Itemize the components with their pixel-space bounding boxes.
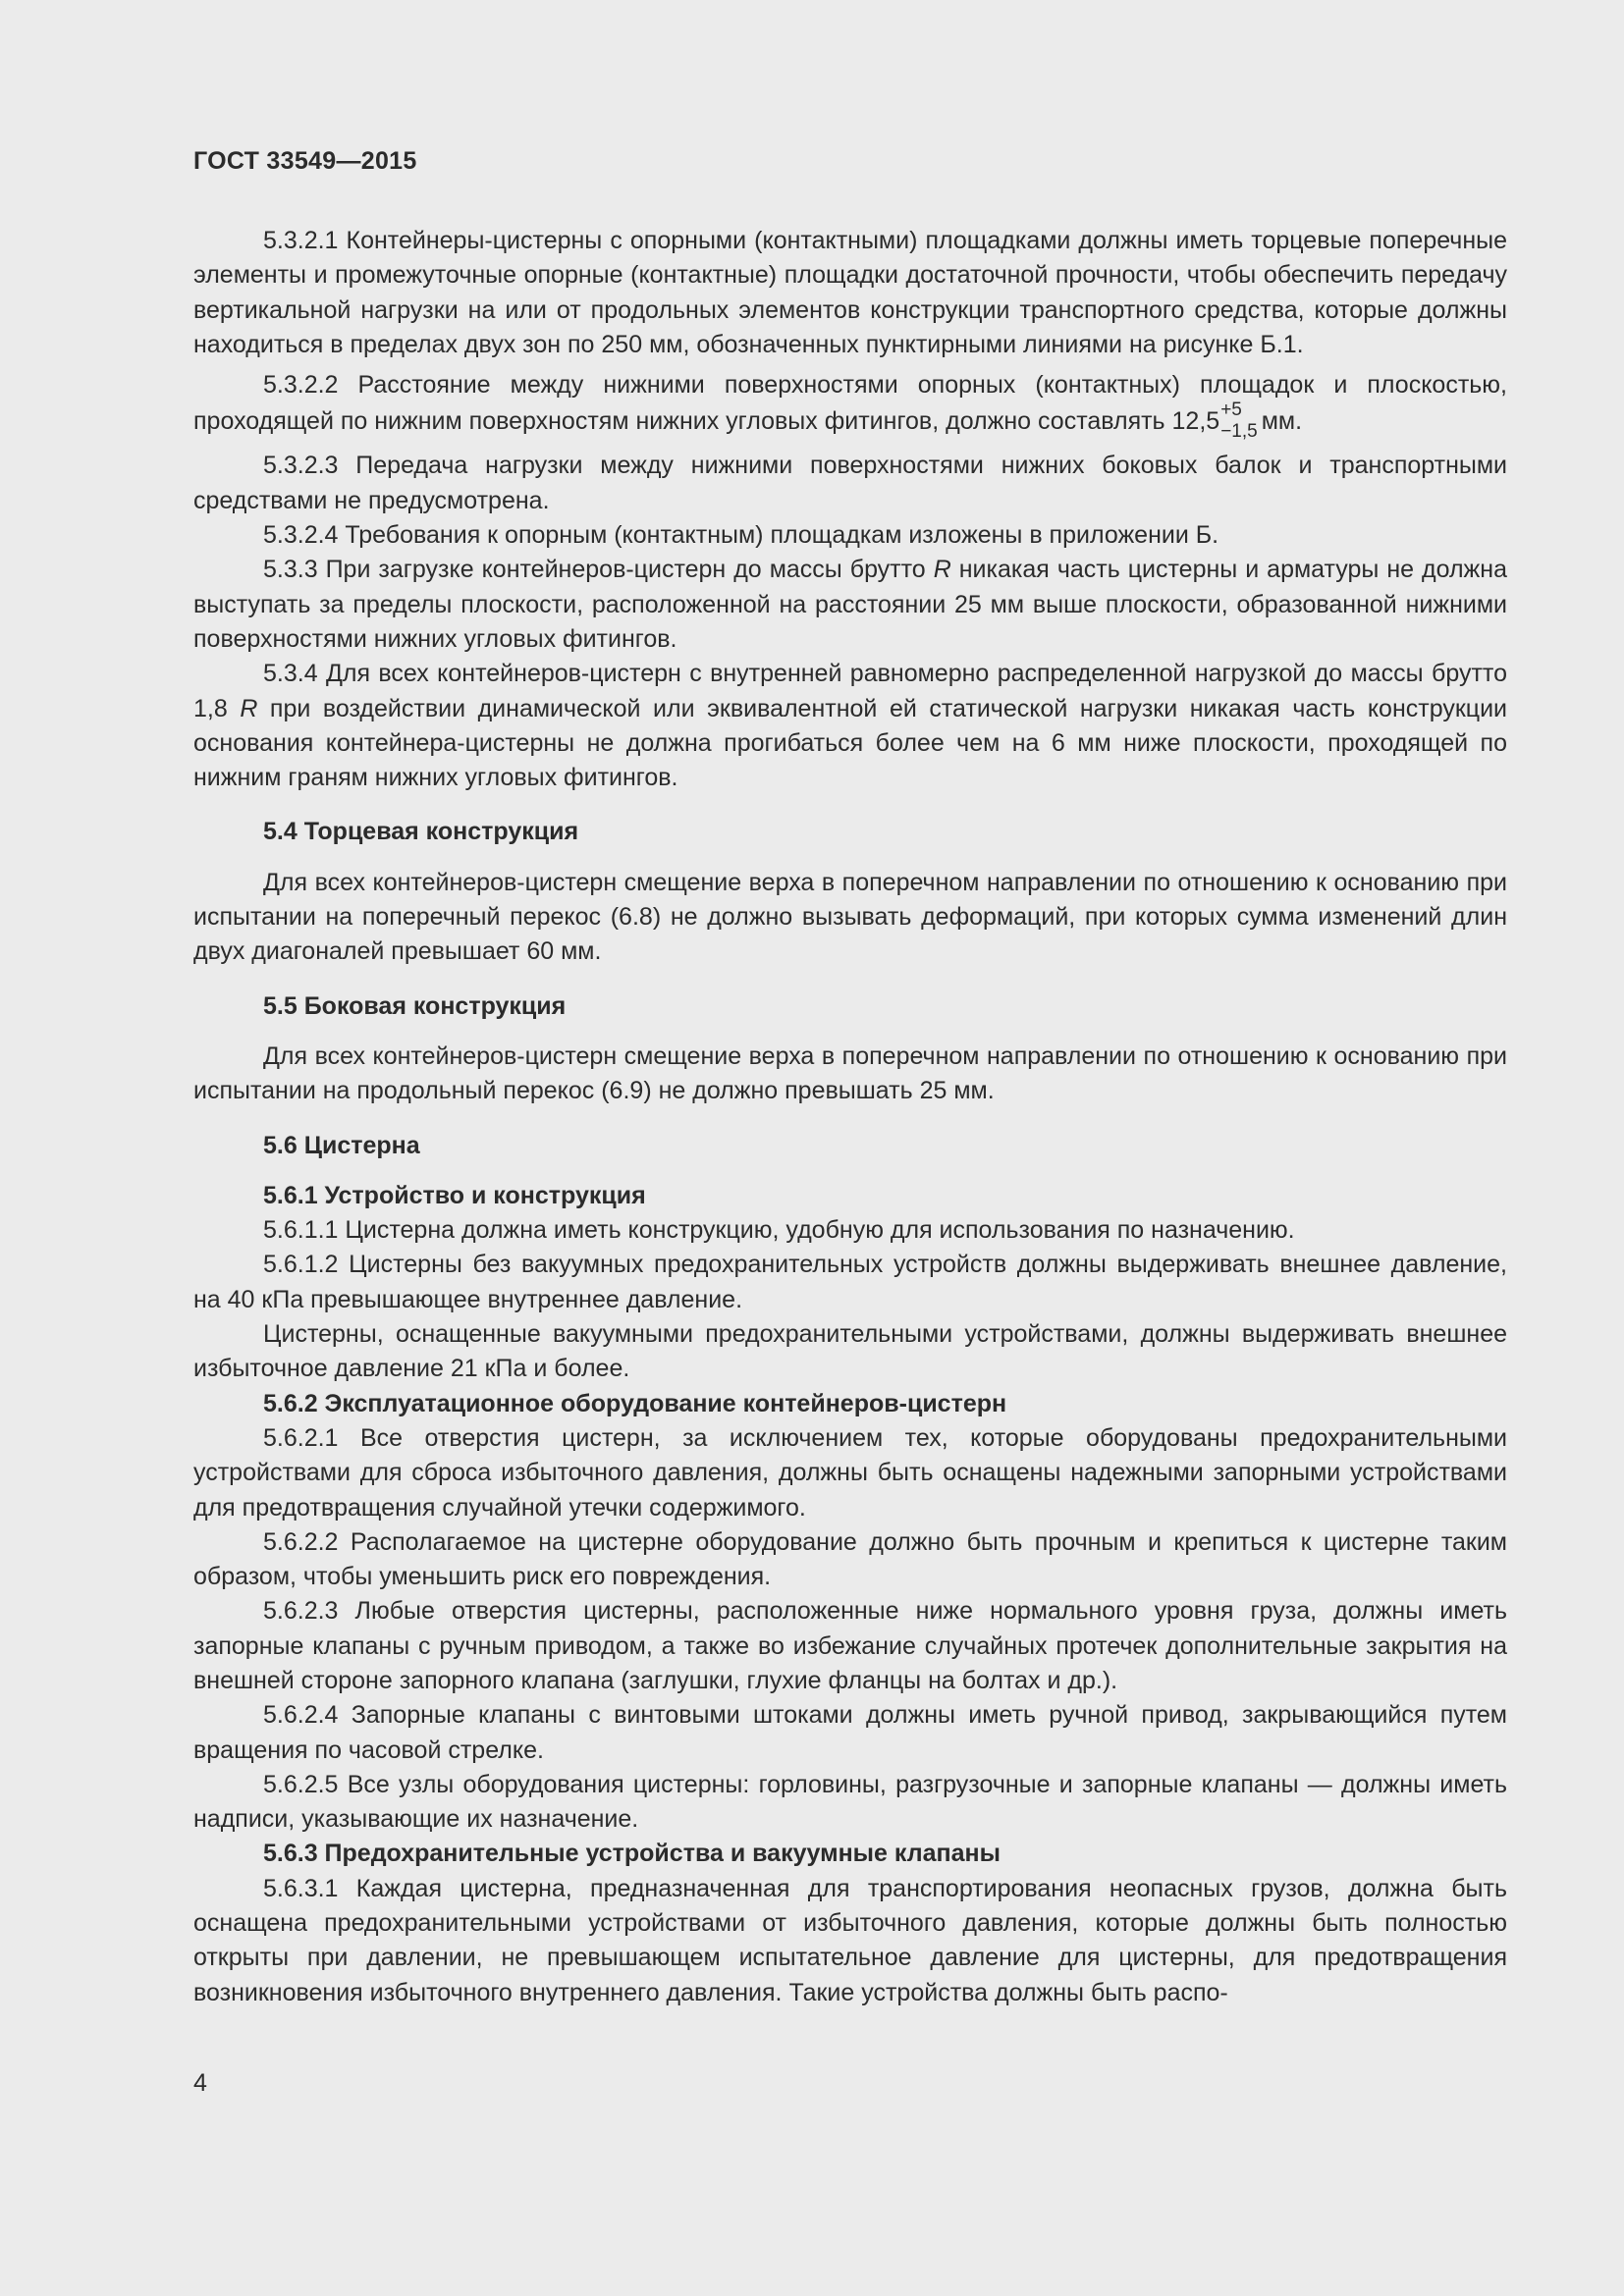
tolerance-lower: −1,5 bbox=[1220, 421, 1258, 443]
section-heading-5-4: 5.4 Торцевая конструкция bbox=[263, 818, 579, 846]
document-body bbox=[193, 224, 1507, 2010]
paragraph-5-6-2-3: 5.6.2.3 Любые отверстия цистерны, расположенные ниже нормального уровня груза, должны иметь запорные клапаны с ручным приводом, а также во избежание случайных протечек дополнительные закрытия на внешней стороне запорного клапана (заглушки, глухие фланцы на болтах и др.). bbox=[193, 1597, 1507, 1694]
paragraph-5-3-2-4: 5.3.2.4 Требования к опорным (контактным) площадкам изложены в приложении Б. bbox=[263, 521, 1219, 550]
paragraph-5-6-1-2: 5.6.1.2 Цистерны без вакуумных предохранительных устройств должны выдерживать внешнее давление, на 40 кПа превышающее внутреннее давление. bbox=[193, 1251, 1507, 1313]
paragraph-5-3-4 bbox=[193, 657, 1507, 795]
section-heading-5-6-3: 5.6.3 Предохранительные устройства и вакуумные клапаны bbox=[263, 1840, 1001, 1868]
paragraph-5-5: Для всех контейнеров-цистерн смещение верха в поперечном направлении по отношению к основанию при испытании на продольный перекос (6.9) не должно превышать 25 мм. bbox=[193, 1041, 1507, 1105]
paragraph-5-6-2-5: 5.6.2.5 Все узлы оборудования цистерны: горловины, разгрузочные и запорные клапаны — должны иметь надписи, указывающие их назначение. bbox=[193, 1770, 1507, 1834]
paragraph-5-6-2-2: 5.6.2.2 Располагаемое на цистерне оборудование должно быть прочным и крепиться к цистерне таким образом, чтобы уменьшить риск его повреждения. bbox=[193, 1527, 1507, 1591]
section-heading-5-6-1: 5.6.1 Устройство и конструкция bbox=[263, 1181, 646, 1209]
paragraph-5-3-2-3: 5.3.2.3 Передача нагрузки между нижними поверхностями нижних боковых балок и транспортными средствами не предусмотрена. bbox=[193, 452, 1507, 514]
variable-r: R bbox=[240, 694, 258, 722]
tolerance-upper: +5 bbox=[1220, 400, 1242, 421]
tolerance-value bbox=[1220, 400, 1258, 441]
paragraph-5-3-3 bbox=[193, 553, 1507, 657]
paragraph-5-6-2-1: 5.6.2.1 Все отверстия цистерн, за исключением тех, которые оборудованы предохранительными устройствами для сброса избыточного давления, должны быть оснащены надежными запорными устройствами для предотвращения случайной утечки содержимого. bbox=[193, 1423, 1507, 1522]
paragraph-text: никакая часть цистерны и арматуры не должна выступать за пределы плоскости, расположенной на расстоянии 25 мм выше плоскости, образованной нижними поверхностями нижних угловых фитингов. bbox=[193, 556, 1507, 653]
paragraph-text: 5.3.2.2 Расстояние между нижними поверхностями опорных (контактных) площадок и плоскостью, проходящей по нижним поверхностям нижних угловых фитингов, должно составлять 12,5 bbox=[193, 371, 1507, 436]
paragraph-text: при воздействии динамической или эквивалентной ей статической нагрузки никакая часть конструкции основания контейнера-цистерны не должна прогибаться более чем на 6 мм ниже плоскости, проходящей по нижним граням нижних угловых фитингов. bbox=[193, 694, 1508, 792]
variable-r: R bbox=[933, 556, 951, 584]
document-header: ГОСТ 33549—2015 bbox=[193, 147, 417, 175]
paragraph-5-4: Для всех контейнеров-цистерн смещение верха в поперечном направлении по отношению к основанию при испытании на поперечный перекос (6.8) не должно вызывать деформаций, при которых сумма изменений длин двух диагоналей превышает 60 мм. bbox=[193, 868, 1507, 966]
paragraph-5-3-2-1: 5.3.2.1 Контейнеры-цистерны с опорными (контактными) площадками должны иметь торцевые поперечные элементы и промежуточные опорные (контактные) площадки достаточной прочности, чтобы обеспечить передачу вертикальной нагрузки на или от продольных элементов конструкции транспортного средства, которые должны находиться в пределах двух зон по 250 мм, обозначенных пунктирными линиями на рисунке Б.1. bbox=[193, 227, 1507, 358]
paragraph-5-6-2-4: 5.6.2.4 Запорные клапаны с винтовыми штоками должны иметь ручной привод, закрывающийся путем вращения по часовой стрелке. bbox=[193, 1701, 1507, 1764]
paragraph-text: 5.3.4 Для всех контейнеров-цистерн с внутренней равномерно распределенной нагрузкой до массы брутто 1,8 bbox=[193, 660, 1507, 722]
paragraph-text: 5.3.3 При загрузке контейнеров-цистерн до массы брутто bbox=[263, 556, 934, 584]
paragraph-5-6-1-1: 5.6.1.1 Цистерна должна иметь конструкцию, удобную для использования по назначению. bbox=[263, 1216, 1295, 1245]
page-number: 4 bbox=[193, 2069, 207, 2097]
paragraph-5-6-1-2-continued: Цистерны, оснащенные вакуумными предохранительными устройствами, должны выдерживать внешнее избыточное давление 21 кПа и более. bbox=[193, 1320, 1507, 1383]
paragraph-text: мм. bbox=[1261, 407, 1303, 436]
section-heading-5-5: 5.5 Боковая конструкция bbox=[263, 991, 567, 1020]
section-heading-5-6-2: 5.6.2 Эксплуатационное оборудование контейнеров-цистерн bbox=[263, 1389, 1007, 1417]
section-heading-5-6: 5.6 Цистерна bbox=[263, 1131, 420, 1159]
paragraph-5-3-2-2 bbox=[193, 368, 1507, 443]
paragraph-5-6-3-1: 5.6.3.1 Каждая цистерна, предназначенная для транспортирования неопасных грузов, должна быть оснащена предохранительными устройствами от избыточного давления, которые должны быть полностью открыты при давлении, не превышающем испытательное давление для цистерны, для предотвращения возникновения избыточного внутреннего давления. Такие устройства должны быть распо- bbox=[193, 1874, 1507, 2006]
